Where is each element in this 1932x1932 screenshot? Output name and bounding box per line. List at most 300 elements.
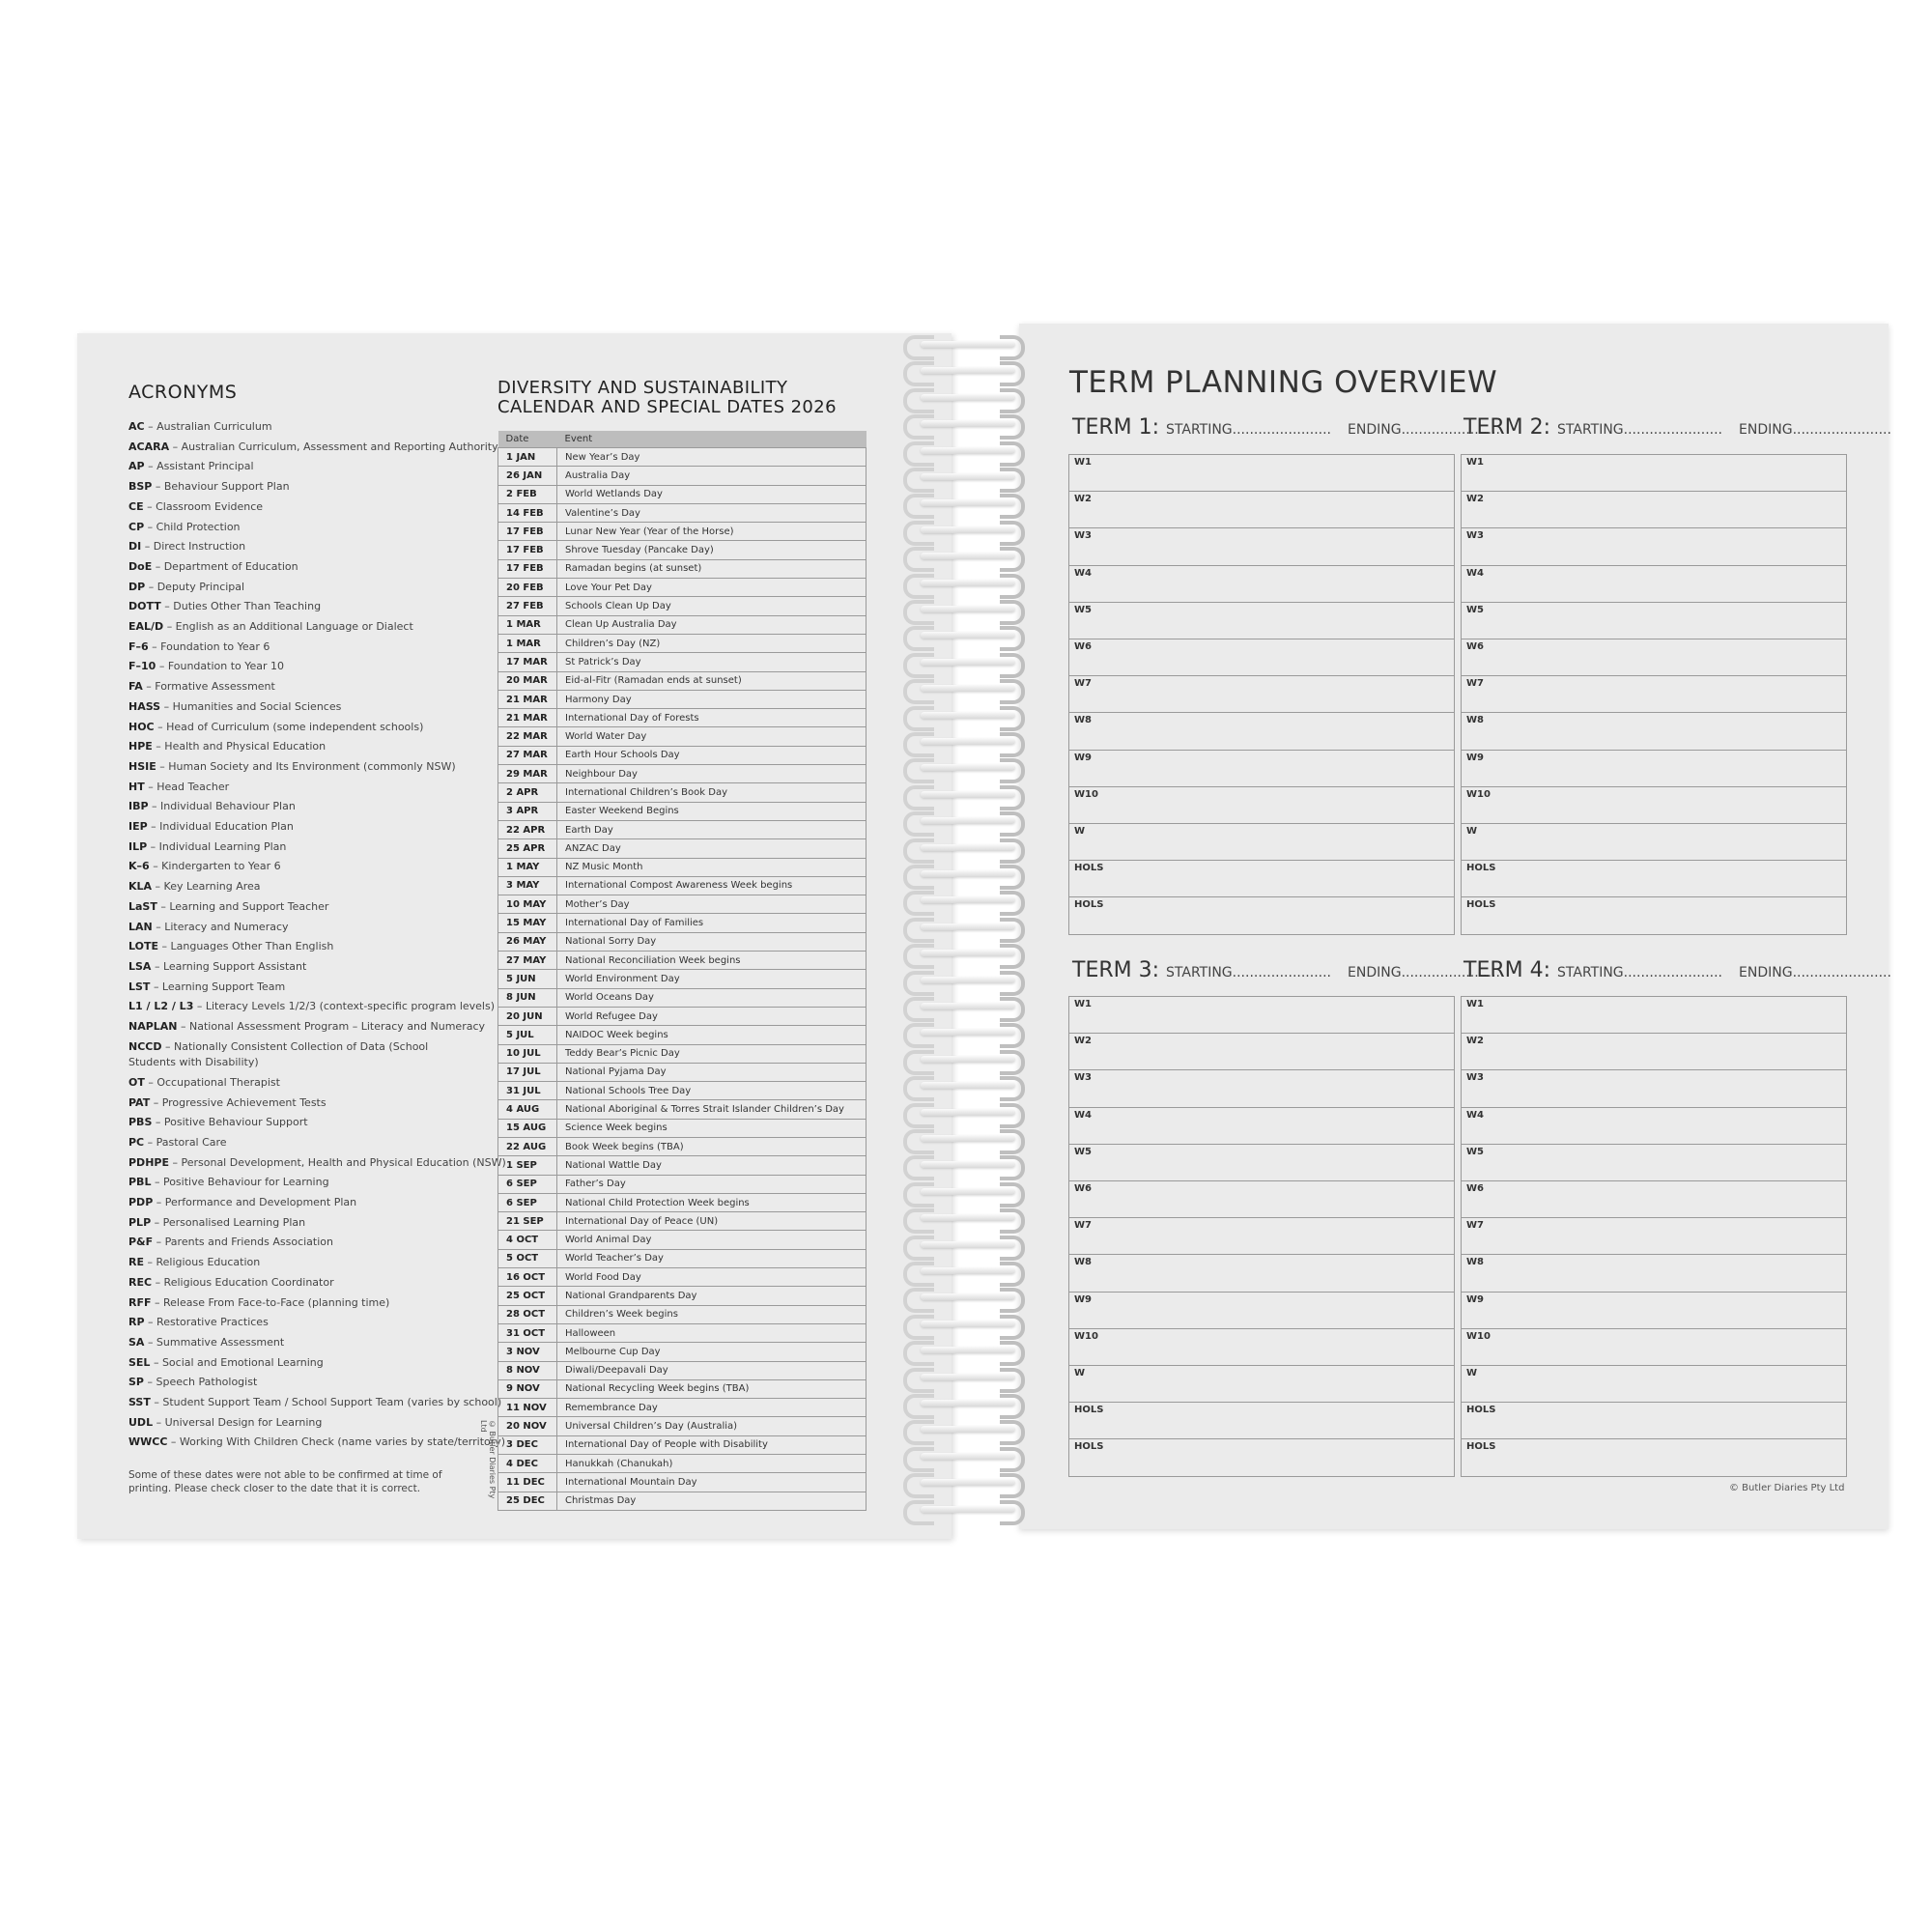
acronym-desc: – Languages Other Than English (161, 940, 334, 953)
calendar-event: Science Week begins (557, 1119, 867, 1137)
term-4-week-row[interactable]: W2 (1462, 1034, 1846, 1070)
acronym-abbr: ILP (128, 839, 148, 853)
spiral-coil (903, 624, 1048, 645)
acronym-abbr: LAN (128, 920, 153, 933)
term-4-week-row[interactable]: W9 (1462, 1293, 1846, 1329)
spiral-coil (903, 333, 1048, 355)
calendar-row (498, 765, 867, 783)
term-3-week-row[interactable]: W3 (1069, 1070, 1454, 1107)
calendar-date: 16 OCT (498, 1268, 557, 1287)
term-4-week-row[interactable]: W1 (1462, 997, 1846, 1034)
term-1-week-row[interactable]: W5 (1069, 603, 1454, 639)
acronym-desc: – Formative Assessment (146, 680, 275, 694)
acronym-item (128, 978, 476, 998)
acronym-item (128, 1413, 476, 1434)
calendar-date: 11 DEC (498, 1473, 557, 1492)
acronym-abbr: F–6 (128, 639, 149, 653)
term-3-week-row[interactable]: W10 (1069, 1329, 1454, 1366)
acronym-item (128, 1313, 476, 1333)
calendar-event: Father’s Day (557, 1175, 867, 1193)
calendar-row (498, 579, 867, 597)
date-column-header: Date (498, 431, 557, 448)
term-3-week-row[interactable]: W9 (1069, 1293, 1454, 1329)
term-2-grid (1461, 454, 1847, 935)
acronym-desc: – Religious Education Coordinator (155, 1275, 334, 1289)
calendar-row (498, 709, 867, 727)
calendar-date: 8 JUN (498, 988, 557, 1007)
calendar-event: International Day of Families (557, 914, 867, 932)
calendar-event: World Refugee Day (557, 1007, 867, 1025)
acronym-desc: – Head of Curriculum (some independent schools) (157, 720, 424, 733)
acronym-abbr: PBL (128, 1176, 152, 1189)
calendar-event: Diwali/Deepavali Day (557, 1361, 867, 1379)
acronym-desc: – Learning Support Team (153, 980, 286, 993)
acronym-item (128, 1433, 506, 1453)
calendar-row (498, 1082, 867, 1100)
calendar-row (498, 746, 867, 764)
calendar-event: National Reconciliation Week begins (557, 952, 867, 970)
calendar-event: International Children’s Book Day (557, 783, 867, 802)
spiral-coil (903, 412, 1048, 434)
calendar-date: 4 OCT (498, 1231, 557, 1249)
acronym-abbr: FA (128, 680, 143, 694)
acronym-abbr: HSIE (128, 759, 156, 773)
calendar-event: Children’s Day (NZ) (557, 634, 867, 652)
calendar-date: 21 MAR (498, 690, 557, 708)
acronym-desc: – Australian Curriculum (148, 420, 272, 433)
calendar-row (498, 503, 867, 522)
term-2-week-row[interactable]: HOLS (1466, 899, 1496, 911)
term-3-week-row[interactable]: W7 (1069, 1218, 1454, 1255)
term-2-week-row[interactable]: W3 (1462, 528, 1846, 565)
acronym-item (128, 1373, 476, 1393)
calendar-date: 17 FEB (498, 541, 557, 559)
calendar-event: International Day of People with Disability (557, 1435, 867, 1454)
acronym-desc: – Individual Learning Plan (150, 839, 287, 853)
calendar-date: 6 SEP (498, 1193, 557, 1211)
term-1-week-row[interactable]: W2 (1069, 492, 1454, 528)
acronym-desc: – Humanities and Social Sciences (163, 699, 342, 713)
calendar-date: 17 FEB (498, 559, 557, 578)
acronym-item (128, 1273, 476, 1293)
acronym-item (128, 1213, 476, 1234)
calendar-event: National Schools Tree Day (557, 1082, 867, 1100)
calendar-event: Hanukkah (Chanukah) (557, 1455, 867, 1473)
calendar-date: 5 OCT (498, 1249, 557, 1267)
acronym-desc: – Deputy Principal (148, 580, 245, 593)
term-1-label: TERM 1: (1072, 415, 1160, 440)
calendar-event: World Food Day (557, 1268, 867, 1287)
calendar-row (498, 690, 867, 708)
term-4-week-row[interactable]: W (1462, 1366, 1846, 1403)
spiral-coil (903, 783, 1048, 805)
acronym-item (128, 1333, 476, 1353)
term-2-starting: STARTING....................... (1557, 422, 1723, 438)
spiral-coil (903, 598, 1048, 619)
calendar-date: 26 MAY (498, 932, 557, 951)
acronym-desc: – Universal Design for Learning (156, 1415, 323, 1429)
acronym-desc: – Literacy and Numeracy (156, 920, 289, 933)
acronym-abbr: LOTE (128, 940, 158, 953)
acronym-item (128, 1193, 476, 1213)
calendar-date: 22 APR (498, 820, 557, 838)
spiral-coil (903, 386, 1048, 408)
acronyms-list (128, 417, 506, 1453)
calendar-event: ANZAC Day (557, 839, 867, 858)
calendar-row (498, 1193, 867, 1211)
term-4-week-row[interactable]: W6 (1462, 1181, 1846, 1218)
calendar-row (498, 1175, 867, 1193)
calendar-date: 25 DEC (498, 1492, 557, 1510)
term-3-week-row[interactable]: W4 (1069, 1108, 1454, 1145)
acronym-abbr: LaST (128, 899, 157, 913)
calendar-row (498, 1379, 867, 1398)
term-3-week-row[interactable]: W2 (1069, 1034, 1454, 1070)
calendar-row (498, 1455, 867, 1473)
dates-note: Some of these dates were not able to be confirmed at time of printing. Please check closer to the date that it is correct. (128, 1469, 442, 1494)
spiral-coil (903, 1127, 1048, 1149)
spiral-coil (903, 1260, 1048, 1281)
acronym-abbr: P&F (128, 1236, 154, 1249)
acronym-desc: – Department of Education (155, 559, 298, 573)
calendar-date: 3 DEC (498, 1435, 557, 1454)
acronym-abbr: SA (128, 1335, 145, 1349)
term-1-week-row[interactable]: W1 (1069, 455, 1454, 492)
acronym-item (128, 797, 476, 817)
acronym-item (128, 1153, 506, 1174)
acronym-desc: – Individual Behaviour Plan (152, 800, 296, 813)
calendar-event: Halloween (557, 1323, 867, 1342)
calendar-date: 5 JUN (498, 970, 557, 988)
calendar-row (498, 1287, 867, 1305)
calendar-row (498, 1063, 867, 1081)
acronym-abbr: AP (128, 460, 145, 473)
term-3-week-row[interactable]: W5 (1069, 1145, 1454, 1181)
spiral-coil (903, 969, 1048, 990)
acronym-abbr: HASS (128, 699, 161, 713)
calendar-event: International Mountain Day (557, 1473, 867, 1492)
acronym-abbr: SEL (128, 1355, 151, 1369)
calendar-row (498, 1361, 867, 1379)
term-1-week-row[interactable]: W7 (1069, 676, 1454, 713)
acronym-item (128, 997, 495, 1017)
calendar-date: 25 OCT (498, 1287, 557, 1305)
term-4-week-row[interactable]: HOLS (1466, 1441, 1496, 1453)
spiral-coil (903, 889, 1048, 910)
calendar-date: 3 NOV (498, 1343, 557, 1361)
spiral-coil (903, 1498, 1048, 1520)
spiral-coil (903, 1392, 1048, 1413)
term-1-week-row[interactable]: W3 (1069, 528, 1454, 565)
acronym-abbr: RP (128, 1316, 145, 1329)
calendar-event: Valentine’s Day (557, 503, 867, 522)
term-3-week-row[interactable]: W (1069, 1366, 1454, 1403)
spiral-coil (903, 519, 1048, 540)
term-3-week-row[interactable]: HOLS (1074, 1441, 1104, 1453)
acronym-desc: – Speech Pathologist (147, 1376, 258, 1389)
calendar-date: 22 MAR (498, 727, 557, 746)
acronym-item (128, 1113, 476, 1133)
calendar-event: Easter Weekend Begins (557, 802, 867, 820)
acronym-desc: – Health and Physical Education (156, 740, 327, 753)
calendar-row (498, 876, 867, 895)
calendar-event: Earth Day (557, 820, 867, 838)
acronyms-title: ACRONYMS (128, 382, 238, 403)
calendar-event: Harmony Day (557, 690, 867, 708)
acronym-item (128, 737, 476, 757)
calendar-event: Clean Up Australia Day (557, 615, 867, 634)
calendar-event: National Sorry Day (557, 932, 867, 951)
acronym-item (128, 1293, 476, 1314)
acronym-desc: – Progressive Achievement Tests (153, 1095, 327, 1109)
acronym-desc: – Australian Curriculum, Assessment and Reporting Authority (172, 440, 498, 453)
calendar-row (498, 858, 867, 876)
term-3-ending: ENDING....................... (1348, 965, 1500, 980)
term-3-week-row[interactable]: W1 (1069, 997, 1454, 1034)
acronym-desc: – Classroom Evidence (147, 499, 264, 513)
term-3-week-row[interactable]: W8 (1069, 1255, 1454, 1292)
term-2-week-row[interactable]: W5 (1462, 603, 1846, 639)
term-2-week-row[interactable]: W8 (1462, 713, 1846, 750)
acronym-abbr: NCCD (128, 1039, 162, 1053)
term-3-week-row[interactable]: HOLS (1069, 1403, 1454, 1439)
calendar-date: 21 MAR (498, 709, 557, 727)
acronym-abbr: RFF (128, 1295, 152, 1309)
acronym-desc: – Social and Emotional Learning (153, 1355, 324, 1369)
spiral-coil (903, 995, 1048, 1016)
calendar-event: Australia Day (557, 467, 867, 485)
term-2-week-row[interactable]: HOLS (1462, 861, 1846, 897)
calendar-event: Teddy Bear’s Picnic Day (557, 1044, 867, 1063)
acronym-abbr: REC (128, 1275, 153, 1289)
calendar-event: Lunar New Year (Year of the Horse) (557, 523, 867, 541)
calendar-event: Earth Hour Schools Day (557, 746, 867, 764)
term-2-week-row[interactable]: W (1462, 824, 1846, 861)
calendar-date: 4 DEC (498, 1455, 557, 1473)
calendar-date: 8 NOV (498, 1361, 557, 1379)
calendar-row (498, 988, 867, 1007)
term-4-heading (1463, 958, 1891, 982)
calendar-date: 15 MAY (498, 914, 557, 932)
acronym-desc: – Personalised Learning Plan (154, 1215, 306, 1229)
calendar-row (498, 802, 867, 820)
acronym-item (128, 438, 498, 458)
term-1-week-row[interactable]: W6 (1069, 639, 1454, 676)
calendar-date: 1 JAN (498, 448, 557, 467)
term-planning-title: TERM PLANNING OVERVIEW (1069, 365, 1498, 400)
acronym-desc: – Learning Support Assistant (154, 959, 307, 973)
acronym-abbr: EAL/D (128, 620, 164, 634)
acronym-desc: – Behaviour Support Plan (155, 480, 290, 494)
term-4-week-row[interactable]: W5 (1462, 1145, 1846, 1181)
term-4-week-row[interactable]: W10 (1462, 1329, 1846, 1366)
acronym-item (128, 957, 476, 978)
calendar-row (498, 1137, 867, 1155)
acronym-item (128, 518, 476, 538)
calendar-date: 17 FEB (498, 523, 557, 541)
acronym-desc: – Assistant Principal (148, 460, 254, 473)
calendar-row (498, 448, 867, 467)
calendar-date: 20 JUN (498, 1007, 557, 1025)
acronym-item (128, 1073, 476, 1094)
acronym-abbr: KLA (128, 880, 153, 894)
calendar-date: 26 JAN (498, 467, 557, 485)
calendar-event: Book Week begins (TBA) (557, 1137, 867, 1155)
acronym-abbr: F–10 (128, 660, 156, 673)
calendar-date: 1 SEP (498, 1156, 557, 1175)
calendar-row (498, 932, 867, 951)
calendar-event: NZ Music Month (557, 858, 867, 876)
acronym-abbr: LSA (128, 959, 152, 973)
calendar-row (498, 914, 867, 932)
acronym-item (128, 1253, 476, 1273)
term-1-week-row[interactable]: HOLS (1069, 861, 1454, 897)
calendar-date: 5 JUL (498, 1026, 557, 1044)
term-2-week-row[interactable]: W7 (1462, 676, 1846, 713)
calendar-row (498, 559, 867, 578)
acronym-abbr: NAPLAN (128, 1020, 178, 1034)
calendar-event: International Compost Awareness Week begins (557, 876, 867, 895)
calendar-row (498, 1044, 867, 1063)
spiral-coil (903, 916, 1048, 937)
acronym-abbr: HT (128, 780, 145, 793)
term-2-heading (1463, 415, 1891, 440)
acronym-abbr: DI (128, 540, 142, 554)
spiral-binding (903, 333, 1058, 1531)
spiral-coil (903, 942, 1048, 963)
acronym-abbr: PDP (128, 1196, 154, 1209)
acronym-desc: – Nationally Consistent Collection of Data (School Students with Disability) (128, 1039, 429, 1068)
acronym-desc: – English as an Additional Language or Dialect (166, 620, 413, 634)
acronym-item (128, 838, 476, 858)
acronym-item (128, 1173, 476, 1193)
spiral-coil (903, 1180, 1048, 1202)
calendar-event: Universal Children’s Day (Australia) (557, 1417, 867, 1435)
calendar-event: National Grandparents Day (557, 1287, 867, 1305)
acronym-abbr: IEP (128, 820, 148, 834)
spiral-coil (903, 1074, 1048, 1095)
spiral-coil (903, 1153, 1048, 1175)
term-4-week-row[interactable]: HOLS (1462, 1403, 1846, 1439)
calendar-row (498, 1417, 867, 1435)
calendar-event: Ramadan begins (at sunset) (557, 559, 867, 578)
acronym-abbr: HPE (128, 740, 153, 753)
calendar-row (498, 1473, 867, 1492)
calendar-event: Schools Clean Up Day (557, 597, 867, 615)
term-4-week-row[interactable]: W7 (1462, 1218, 1846, 1255)
term-3-week-row[interactable]: W6 (1069, 1181, 1454, 1218)
term-4-grid (1461, 996, 1847, 1477)
calendar-date: 31 JUL (498, 1082, 557, 1100)
acronym-desc: – Foundation to Year 10 (158, 660, 285, 673)
acronym-item (128, 537, 476, 557)
acronym-abbr: PAT (128, 1095, 151, 1109)
acronym-item (128, 617, 476, 638)
calendar-date: 2 FEB (498, 485, 557, 503)
term-4-week-row[interactable]: W3 (1462, 1070, 1846, 1107)
term-1-heading (1072, 415, 1500, 440)
acronym-item (128, 557, 476, 578)
calendar-date: 31 OCT (498, 1323, 557, 1342)
acronym-item (128, 1039, 476, 1070)
calendar-date: 10 MAY (498, 895, 557, 914)
term-3-starting: STARTING....................... (1166, 965, 1332, 980)
term-1-week-row[interactable]: HOLS (1074, 899, 1104, 911)
term-4-week-row[interactable]: W4 (1462, 1108, 1846, 1145)
calendar-date: 6 SEP (498, 1175, 557, 1193)
term-1-week-row[interactable]: W (1069, 824, 1454, 861)
term-3-grid (1068, 996, 1455, 1477)
acronym-desc: – Student Support Team / School Support Team (varies by school) (154, 1396, 502, 1409)
term-2-week-row[interactable]: W9 (1462, 751, 1846, 787)
calendar-table (497, 431, 867, 1511)
acronym-item (128, 597, 476, 617)
calendar-row (498, 1323, 867, 1342)
term-2-week-row[interactable]: W10 (1462, 787, 1846, 824)
acronym-desc: – Kindergarten to Year 6 (153, 860, 281, 873)
acronym-desc: – Religious Education (147, 1256, 261, 1269)
spiral-coil (903, 440, 1048, 461)
calendar-date: 11 NOV (498, 1399, 557, 1417)
term-1-week-row[interactable]: W10 (1069, 787, 1454, 824)
acronym-item (128, 497, 476, 518)
acronym-abbr: HOC (128, 720, 155, 733)
acronym-desc: – Literacy Levels 1/2/3 (context-specific program levels) (196, 1000, 495, 1013)
calendar-date: 20 FEB (498, 579, 557, 597)
term-2-week-row[interactable]: W1 (1462, 455, 1846, 492)
spiral-coil (903, 1021, 1048, 1042)
acronym-abbr: OT (128, 1075, 145, 1089)
acronym-desc: – Working With Children Check (name varies by state/territory) (170, 1435, 506, 1449)
calendar-event: NAIDOC Week begins (557, 1026, 867, 1044)
acronym-abbr: BSP (128, 480, 153, 494)
calendar-event: International Day of Forests (557, 709, 867, 727)
calendar-event: Shrove Tuesday (Pancake Day) (557, 541, 867, 559)
spiral-coil (903, 837, 1048, 858)
term-2-label: TERM 2: (1463, 415, 1551, 440)
calendar-row (498, 727, 867, 746)
term-4-week-row[interactable]: W8 (1462, 1255, 1846, 1292)
spiral-coil (903, 1445, 1048, 1466)
acronym-item (128, 1094, 476, 1114)
calendar-date: 25 APR (498, 839, 557, 858)
acronym-item (128, 638, 476, 658)
term-2-week-row[interactable]: W2 (1462, 492, 1846, 528)
acronym-item (128, 1233, 476, 1253)
term-2-week-row[interactable]: W6 (1462, 639, 1846, 676)
calendar-event: Children’s Week begins (557, 1305, 867, 1323)
term-1-week-row[interactable]: W8 (1069, 713, 1454, 750)
calendar-event: World Water Day (557, 727, 867, 746)
calendar-row (498, 820, 867, 838)
acronym-abbr: DoE (128, 559, 153, 573)
acronym-desc: – Personal Development, Health and Physical Education (NSW) (172, 1155, 506, 1169)
calendar-date: 27 MAR (498, 746, 557, 764)
calendar-row (498, 1212, 867, 1231)
term-2-week-row[interactable]: W4 (1462, 566, 1846, 603)
term-1-grid (1068, 454, 1455, 935)
calendar-row (498, 485, 867, 503)
term-1-week-row[interactable]: W4 (1069, 566, 1454, 603)
term-1-week-row[interactable]: W9 (1069, 751, 1454, 787)
acronym-item (128, 1133, 476, 1153)
acronym-desc: – Positive Behaviour Support (155, 1116, 308, 1129)
calendar-row (498, 1026, 867, 1044)
acronym-item (128, 457, 476, 477)
acronym-abbr: WWCC (128, 1435, 168, 1449)
calendar-date: 1 MAR (498, 615, 557, 634)
acronym-item (128, 778, 476, 798)
